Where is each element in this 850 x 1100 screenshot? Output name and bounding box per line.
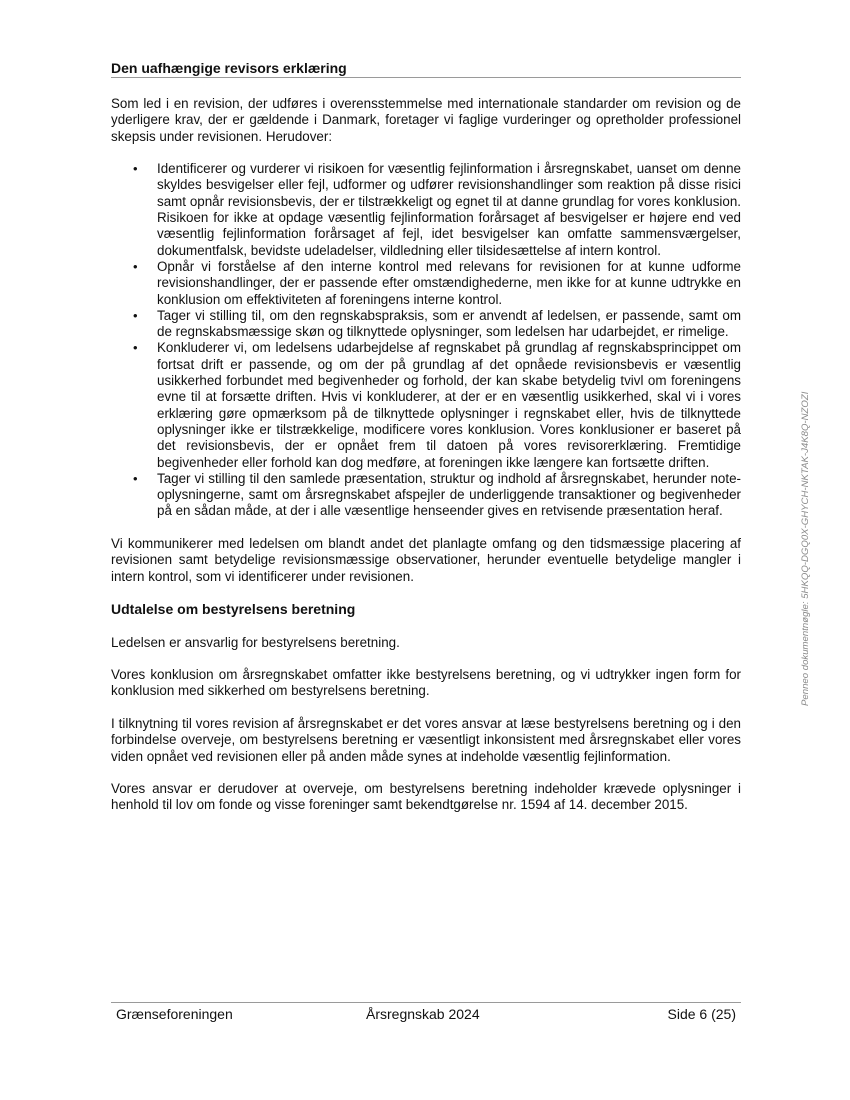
- list-item: [111, 308, 741, 341]
- heading-divider: [111, 77, 741, 78]
- page-heading: Den uafhængige revisors erklæring: [111, 60, 347, 76]
- list-item: [111, 340, 741, 470]
- list-item-text: Tager vi stilling til, om den regnskabspraksis, som er anvendt af ledelsen, er passende, samt om de regnskabsmæssige skøn og tilknyttede oplysninger, som ledelsen har udarbejdet, er rimelige.: [157, 307, 741, 340]
- section-paragraph: Ledelsen er ansvarlig for bestyrelsens beretning.: [111, 634, 400, 650]
- section-heading: Udtalelse om bestyrelsens beretning: [111, 601, 356, 618]
- intro-paragraph: Som led i en revision, der udføres i overensstemmelse med internationale standarder om revision og de yderligere krav, der er gældende i Danmark, foretager vi faglige vurderinger og opretholder professionel skepsis under revisionen. Herudover:: [111, 96, 741, 144]
- section-paragraph: I tilknytning til vores revision af årsregnskabet er det vores ansvar at læse bestyrelsens beretning og i den forbindelse overveje, om bestyrelsens beretning er væsentligt inkonsistent med årsregnskabet eller vores viden opnået ved revisionen eller på anden måde synes at indeholde væsentlig fejlinformation.: [111, 715, 741, 764]
- bullet-icon: •: [133, 258, 138, 274]
- bullet-list: [111, 161, 741, 520]
- footer-divider: [111, 1002, 741, 1003]
- list-item: [111, 471, 741, 520]
- list-item-text: Identificerer og vurderer vi risikoen for væsentlig fejlinformation i årsregnskabet, uanset om denne skyldes besvigelser eller fejl, udformer og udfører revisionshandlinger som reaktion på disse risici samt opnår revisionsbevis, der er tilstrækkeligt og egnet til at danne grundlag for vores konklusion. Risikoen for ikke at opdage væsentlig fejlinformation forårsaget af besvigelser er højere end ved væsentlig fejlinformation forårsaget af fejl, idet besvigelser kan omfatte sammensværgelser, dokumentfalsk, bevidste udeladelser, vildledning eller tilsidesættelse af intern kontrol.: [157, 161, 741, 258]
- footer-organization: Grænseforeningen: [116, 1006, 233, 1022]
- bullet-icon: •: [133, 307, 138, 323]
- bullet-icon: •: [133, 161, 138, 177]
- body-text: [111, 96, 741, 830]
- list-item-text: Tager vi stilling til den samlede præsentation, struktur og indhold af årsregnskabet, herunder note-oplysningerne, samt om årsregnskabet afspejler de underliggende transaktioner og begivenheder på en sådan måde, at der i alle væsentlige henseender gives en retvisende præsentation heraf.: [157, 470, 741, 519]
- document-key-note: Penneo dokumentnøgle: 5HKQQ-DGQ0X-GHYCH-NKTAK-J4K8Q-NZOZI: [800, 391, 811, 706]
- bullet-icon: •: [133, 470, 138, 486]
- document-page: [111, 0, 741, 1100]
- list-item-text: Opnår vi forståelse af den interne kontrol med relevans for revisionen for at kunne udforme revisionshandlinger, der er passende efter omstændighederne, men ikke for at kunne udtrykke en konklusion om effektiviteten af foreningens interne kontrol.: [157, 258, 741, 307]
- footer-report-title: Årsregnskab 2024: [366, 1006, 480, 1022]
- section-paragraph: Vores ansvar er derudover at overveje, om bestyrelsens beretning indeholder krævede oplysninger i henhold til lov om fonde og visse foreninger samt bekendtgørelse nr. 1594 af 14. december 2015.: [111, 781, 741, 813]
- communication-paragraph: Vi kommunikerer med ledelsen om blandt andet det planlagte omfang og den tidsmæssige placering af revisionen samt betydelige revisionsmæssige observationer, herunder eventuelle betydelige mangler i intern kontrol, som vi identificerer under revisionen.: [111, 536, 741, 584]
- page-footer: [111, 1006, 741, 1024]
- list-item-text: Konkluderer vi, om ledelsens udarbejdelse af regnskabet på grundlag af regnskabsprincippet om fortsat drift er passende, og om der på grundlag af det opnåede revisionsbevis er væsentlig usikkerhed forbundet med begivenheder og forhold, der kan skabe betydelig tvivl om foreningens evne til at forsætte driften. Hvis vi konkluderer, at der er en væsentlig usikkerhed, skal vi i vores erklæring gøre opmærksom på de tilknyttede oplysninger i regnskabet eller, hvis de tilknyttede oplysninger ikke er tilstrækkelige, modificere vores konklusion. Vores konklusioner er baseret på det revisionsbevis, der er opnået frem til datoen på vores revisorerklæring. Fremtidige begivenheder eller forhold kan dog medføre, at foreningen ikke længere kan fortsætte driften.: [157, 340, 741, 470]
- footer-page-number: Side 6 (25): [667, 1006, 736, 1022]
- bullet-icon: •: [133, 340, 138, 356]
- section-paragraph: Vores konklusion om årsregnskabet omfatter ikke bestyrelsens beretning, og vi udtrykker ingen form for konklusion med sikkerhed om bestyrelsens beretning.: [111, 667, 741, 699]
- list-item: [111, 161, 741, 259]
- list-item: [111, 259, 741, 308]
